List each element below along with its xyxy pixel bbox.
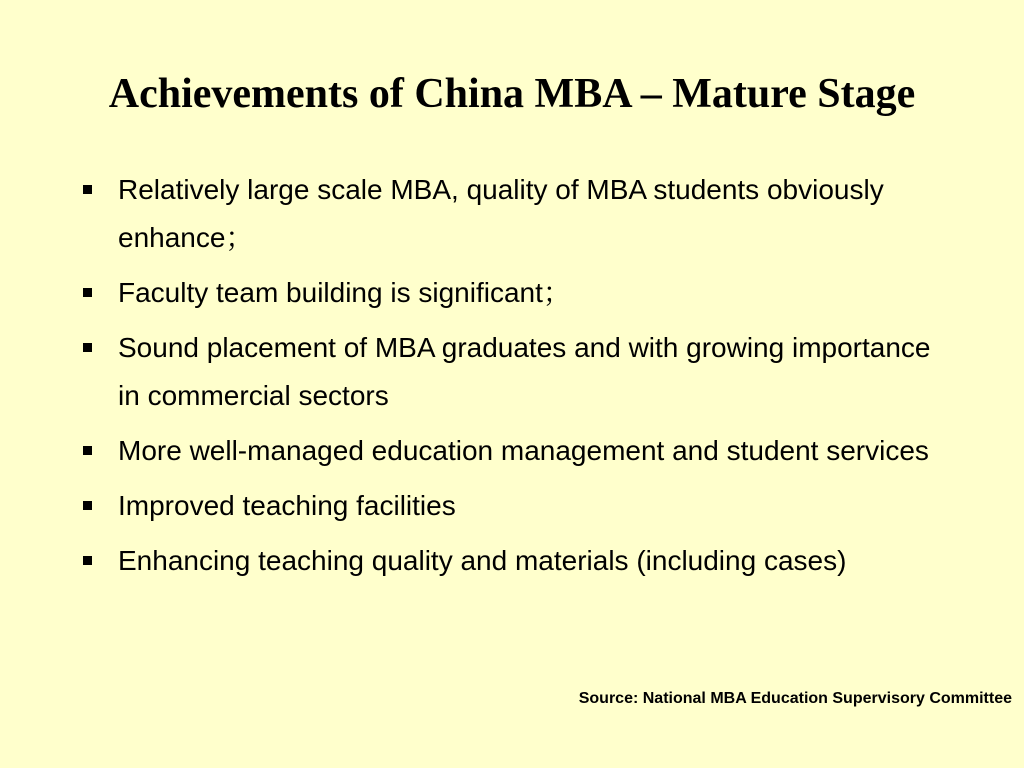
bullet-text: More well-managed education management and student services (118, 435, 929, 466)
slide-title: Achievements of China MBA – Mature Stage (108, 71, 916, 117)
bullet-item (0, 324, 948, 420)
source-note: Source: National MBA Education Supervisory Committee (578, 690, 1012, 707)
bullet-item (0, 537, 948, 585)
square-bullet-icon (83, 446, 92, 455)
bullet-item (0, 427, 948, 475)
bullet-text: Enhancing teaching quality and materials (including cases) (118, 545, 847, 576)
square-bullet-icon (83, 288, 92, 297)
square-bullet-icon (83, 343, 92, 352)
bullet-text: Faculty team building is significant； (118, 277, 571, 308)
bullet-list (0, 166, 1024, 592)
bullet-item (0, 269, 948, 317)
bullet-text: Sound placement of MBA graduates and with growing importance in commercial sectors (118, 332, 931, 411)
square-bullet-icon (83, 185, 92, 194)
square-bullet-icon (83, 556, 92, 565)
bullet-item (0, 482, 948, 530)
bullet-text: Improved teaching facilities (118, 490, 456, 521)
bullet-item (0, 166, 948, 262)
bullet-text: Relatively large scale MBA, quality of MBA students obviously enhance； (118, 174, 884, 253)
square-bullet-icon (83, 501, 92, 510)
